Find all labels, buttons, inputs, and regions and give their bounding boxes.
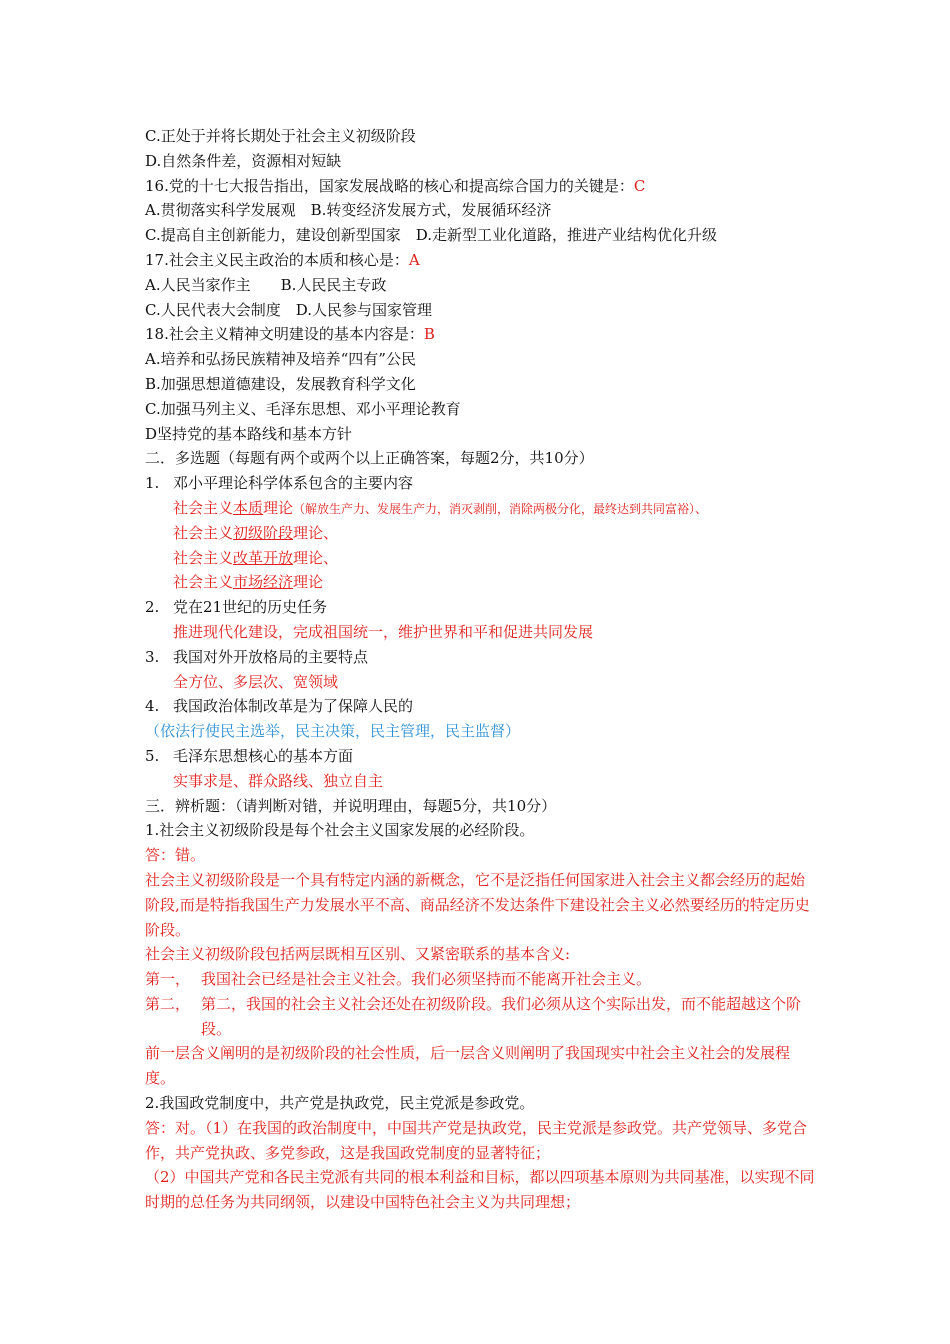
s3-q2-stem: 2.我国政党制度中，共产党是执政党，民主党派是参政党。: [145, 1094, 535, 1113]
s2-item-4: [145, 694, 815, 719]
s2-item-3-answer: 全方位、多层次、宽领域: [173, 672, 339, 691]
section2-heading: 二．多选题（每题有两个或两个以上正确答案，每题2分，共10分）: [145, 449, 594, 468]
q16-answer: C: [633, 176, 646, 195]
s3-q1-verdict: 答：错。: [145, 846, 206, 865]
s2-item-1-question: 邓小平理论科学体系包含的主要内容: [173, 474, 414, 493]
document-body: [145, 124, 815, 1215]
s2-item-1-answer-1: [145, 496, 815, 521]
s3-q1-paragraph-1: 社会主义初级阶段是一个具有特定内涵的新概念，它不是泛指任何国家进入社会主义都会经历的起始阶段,而是特指我国生产力发展水平不高、商品经济不发达条件下建设社会主义必然要经历的特定历史阶段。: [145, 870, 810, 939]
s2-item-1-number: 1.: [145, 474, 160, 493]
q18-option-c: C.加强马列主义、毛泽东思想、邓小平理论教育: [145, 399, 461, 418]
q16-options-ab: A.贯彻落实科学发展观 B.转变经济发展方式，发展循环经济: [145, 201, 552, 220]
answer-suffix: 理论: [293, 573, 324, 592]
s2-item-2-question: 党在21世纪的历史任务: [173, 598, 328, 617]
answer-suffix: 理论、: [293, 523, 339, 542]
answer-prefix: 社会主义: [173, 523, 234, 542]
s2-item-2-answer: 推进现代化建设，完成祖国统一，维护世界和平和促进共同发展: [173, 622, 594, 641]
answer-suffix: 理论、: [293, 548, 339, 567]
section3-heading: 三．辨析题：（请判断对错，并说明理由，每题5分，共10分）: [145, 796, 557, 815]
answer-suffix: 理论: [263, 498, 294, 517]
answer-prefix: 社会主义: [173, 573, 234, 592]
point-label: 第一，: [145, 970, 191, 989]
s3-q1-point-first: [145, 967, 815, 992]
s2-item-1: [145, 471, 815, 496]
q15-option-d: D.自然条件差，资源相对短缺: [145, 151, 342, 170]
s2-item-5-answer: 实事求是、群众路线、独立自主: [173, 771, 384, 790]
s2-item-4-question: 我国政治体制改革是为了保障人民的: [173, 697, 414, 716]
q18-option-d: D坚持党的基本路线和基本方针: [145, 424, 353, 443]
point-text: 我国社会已经是社会主义社会。我们必须坚持而不能离开社会主义。: [201, 970, 652, 989]
s2-item-5-number: 5.: [145, 746, 160, 765]
answer-keyword: 本质: [233, 498, 264, 517]
q15-option-c: C.正处于并将长期处于社会主义初级阶段: [145, 127, 416, 145]
s3-q2-paragraph-2: （2）中国共产党和各民主党派有共同的根本利益和目标，都以四项基本原则为共同基准，以实现不同时期的总任务为共同纲领，以建设中国特色社会主义为共同理想；: [145, 1168, 815, 1212]
s2-item-3: [145, 645, 815, 670]
s2-item-4-answer: （依法行使民主选举，民主决策，民主管理，民主监督）: [145, 722, 521, 741]
answer-keyword: 市场经济: [233, 573, 294, 592]
s3-q1-paragraph-3: 前一层含义阐明的是初级阶段的社会性质，后一层含义则阐明了我国现实中社会主义社会的发展程度。: [145, 1044, 791, 1088]
s2-item-1-answer-4: [145, 570, 815, 595]
q17-stem-text: 17.社会主义民主政治的本质和核心是：: [145, 250, 409, 269]
s3-q1-point-second: [145, 992, 815, 1042]
q18-answer: B: [423, 325, 435, 344]
s2-item-4-number: 4.: [145, 697, 160, 716]
answer-prefix: 社会主义: [173, 548, 234, 567]
s3-q2-paragraph-1: 答：对。（1）在我国的政治制度中，中国共产党是执政党，民主党派是参政党。共产党领导、多党合作，共产党执政、多党参政，这是我国政党制度的显著特征；: [145, 1118, 808, 1162]
s2-item-2: [145, 595, 815, 620]
answer-keyword: 初级阶段: [233, 523, 294, 542]
q18-option-a: A.培养和弘扬民族精神及培养“四有”公民: [145, 350, 416, 369]
s2-item-5-question: 毛泽东思想核心的基本方面: [173, 746, 354, 765]
q18-stem: [145, 322, 815, 347]
q16-stem-text: 16.党的十七大报告指出，国家发展战略的核心和提高综合国力的关键是：: [145, 176, 634, 195]
s2-item-3-number: 3.: [145, 647, 160, 666]
s3-q1-stem: 1.社会主义初级阶段是每个社会主义国家发展的必经阶段。: [145, 821, 535, 840]
q18-option-b: B.加强思想道德建设，发展教育科学文化: [145, 374, 416, 393]
s2-item-1-answer-2: [145, 521, 815, 546]
answer-keyword: 改革开放: [233, 548, 294, 567]
s2-item-1-answer-3: [145, 546, 815, 571]
q16-stem: [145, 174, 815, 199]
s2-item-3-question: 我国对外开放格局的主要特点: [173, 647, 369, 666]
q17-options-ab: A.人民当家作主 B.人民民主专政: [145, 275, 387, 294]
q17-options-cd: C.人民代表大会制度 D.人民参与国家管理: [145, 300, 432, 319]
answer-prefix: 社会主义: [173, 498, 234, 517]
s2-item-5: [145, 744, 815, 769]
point-label: 第二，: [145, 994, 191, 1013]
s3-q1-paragraph-2: 社会主义初级阶段包括两层既相互区别、又紧密联系的基本含义:: [145, 945, 571, 964]
q16-options-cd: C.提高自主创新能力，建设创新型国家 D.走新型工业化道路，推进产业结构优化升级: [145, 226, 717, 245]
s2-item-2-number: 2.: [145, 598, 160, 617]
q17-stem: [145, 248, 815, 273]
point-text: 第二，我国的社会主义社会还处在初级阶段。我们必须从这个实际出发，而不能超越这个阶段。: [201, 994, 802, 1038]
answer-note: （解放生产力、发展生产力，消灭剥削，消除两极分化，最终达到共同富裕）、: [293, 501, 708, 516]
q17-answer: A: [408, 250, 420, 269]
q18-stem-text: 18.社会主义精神文明建设的基本内容是：: [145, 325, 424, 344]
